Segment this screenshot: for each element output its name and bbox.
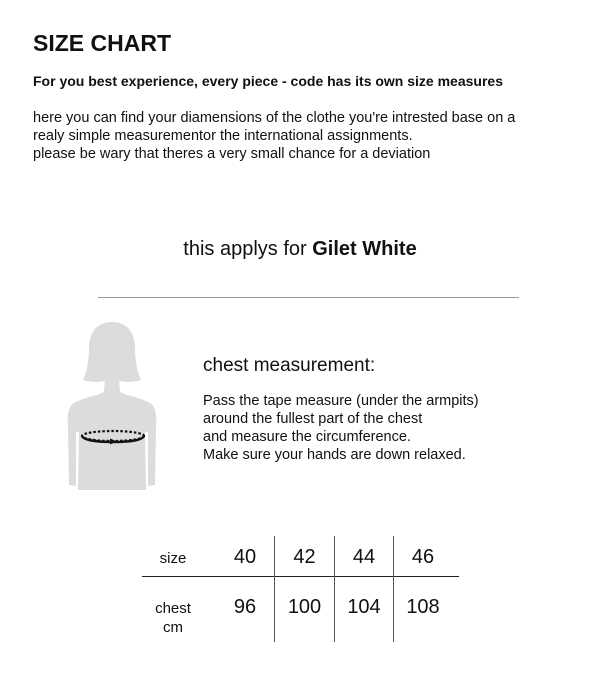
chest-row-label-unit: cm xyxy=(163,619,183,636)
page-subtitle: For you best experience, every piece - code has its own size measures xyxy=(33,73,503,89)
chest-cell: 96 xyxy=(233,596,257,618)
intro-line: realy simple measurementor the international assignments. xyxy=(33,128,413,144)
table-header-rule xyxy=(142,576,459,577)
intro-text xyxy=(33,109,573,163)
chest-cell: 108 xyxy=(406,596,440,618)
instruction-line: Pass the tape measure (under the armpits) xyxy=(203,393,479,409)
size-cell: 44 xyxy=(352,546,376,568)
applies-to-heading xyxy=(0,238,600,261)
size-cell: 42 xyxy=(293,546,316,568)
intro-line: here you can find your diamensions of the clothe you're intrested base on a xyxy=(33,110,516,126)
applies-prefix: this applys for xyxy=(183,238,307,260)
section-divider xyxy=(98,297,519,298)
chest-row-label xyxy=(142,599,204,637)
instruction-line: around the fullest part of the chest xyxy=(203,411,423,427)
instruction-line: Make sure your hands are down relaxed. xyxy=(203,447,466,463)
measurement-instructions xyxy=(203,392,479,464)
measurement-title: chest measurement: xyxy=(203,355,376,376)
chest-cell: 100 xyxy=(287,596,322,618)
body-silhouette-icon xyxy=(62,320,162,492)
chest-row-label-line: chest xyxy=(155,600,191,617)
size-row-label: size xyxy=(159,550,187,567)
size-cell: 46 xyxy=(411,546,435,568)
size-cell: 40 xyxy=(233,546,257,568)
page-title: SIZE CHART xyxy=(33,30,171,56)
product-name: Gilet White xyxy=(312,238,417,260)
intro-line: please be wary that theres a very small chance for a deviation xyxy=(33,146,431,162)
instruction-line: and measure the circumference. xyxy=(203,429,411,445)
chest-cell: 104 xyxy=(347,596,381,618)
